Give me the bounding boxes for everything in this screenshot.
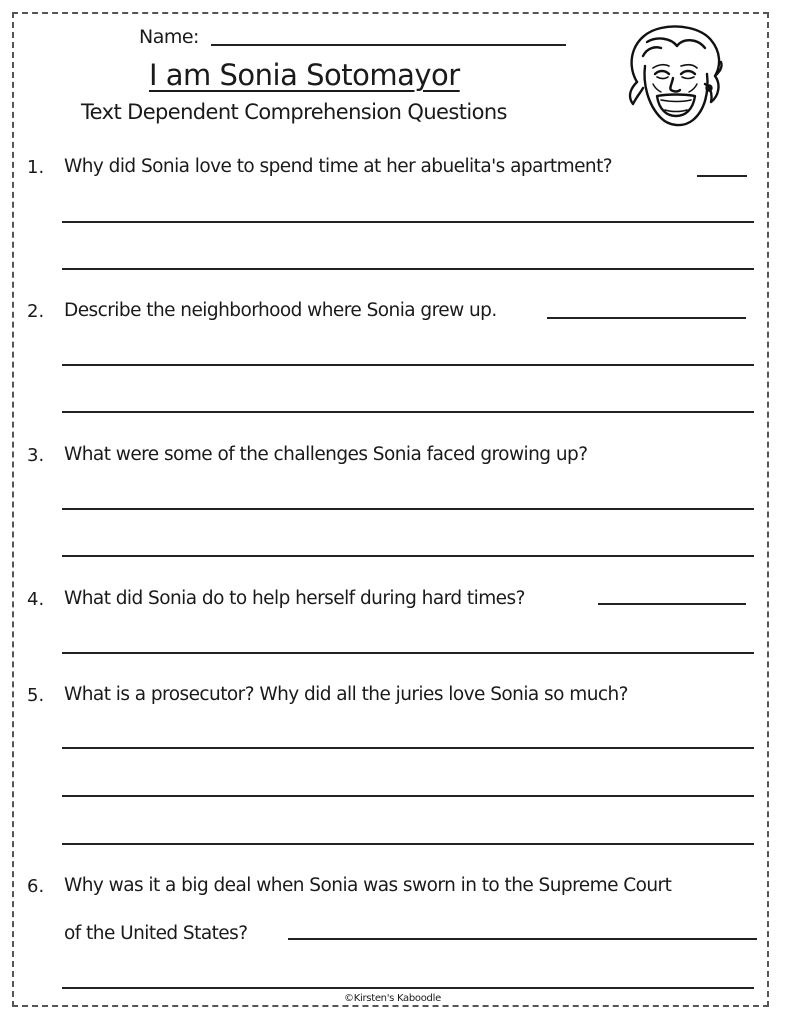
cartoon-woman-portrait-icon bbox=[617, 22, 729, 134]
question-3-number: 3. bbox=[27, 445, 45, 466]
question-4-inline-answer-line[interactable] bbox=[598, 603, 746, 605]
question-5-text: What is a prosecutor? Why did all the juries love Sonia so much? bbox=[64, 684, 628, 705]
question-2-answer-line-2[interactable] bbox=[62, 411, 754, 413]
question-5-answer-line-1[interactable] bbox=[62, 747, 754, 749]
question-2-number: 2. bbox=[27, 301, 45, 322]
question-3-text: What were some of the challenges Sonia faced growing up? bbox=[64, 444, 588, 465]
question-5-answer-line-2[interactable] bbox=[62, 795, 754, 797]
question-2-text: Describe the neighborhood where Sonia grew up. bbox=[64, 300, 497, 321]
question-4-answer-line-1[interactable] bbox=[62, 652, 754, 654]
question-1-inline-answer-line[interactable] bbox=[697, 175, 747, 177]
question-3-answer-line-2[interactable] bbox=[62, 555, 754, 557]
question-6-number: 6. bbox=[27, 876, 45, 897]
copyright-footer: ©Kirsten's Kaboodle bbox=[344, 993, 441, 1004]
name-label: Name: bbox=[139, 26, 199, 48]
question-5-number: 5. bbox=[27, 685, 45, 706]
question-5-answer-line-3[interactable] bbox=[62, 843, 754, 845]
question-6-text-line-2: of the United States? bbox=[64, 923, 248, 944]
question-1-answer-line-2[interactable] bbox=[62, 268, 754, 270]
question-1-text: Why did Sonia love to spend time at her abuelita's apartment? bbox=[64, 156, 613, 177]
question-3-answer-line-1[interactable] bbox=[62, 508, 754, 510]
worksheet-subtitle: Text Dependent Comprehension Questions bbox=[81, 100, 507, 124]
question-1-answer-line-1[interactable] bbox=[62, 221, 754, 223]
question-4-number: 4. bbox=[27, 589, 45, 610]
question-1-number: 1. bbox=[27, 157, 45, 178]
question-4-text: What did Sonia do to help herself during hard times? bbox=[64, 588, 525, 609]
question-2-answer-line-1[interactable] bbox=[62, 364, 754, 366]
question-6-text: Why was it a big deal when Sonia was sworn in to the Supreme Court bbox=[64, 875, 672, 896]
question-6-answer-line-1[interactable] bbox=[62, 987, 754, 989]
question-6-inline-answer-line[interactable] bbox=[288, 938, 757, 940]
question-2-inline-answer-line[interactable] bbox=[547, 317, 746, 319]
worksheet-title: I am Sonia Sotomayor bbox=[149, 58, 460, 92]
name-answer-line[interactable] bbox=[211, 44, 566, 46]
